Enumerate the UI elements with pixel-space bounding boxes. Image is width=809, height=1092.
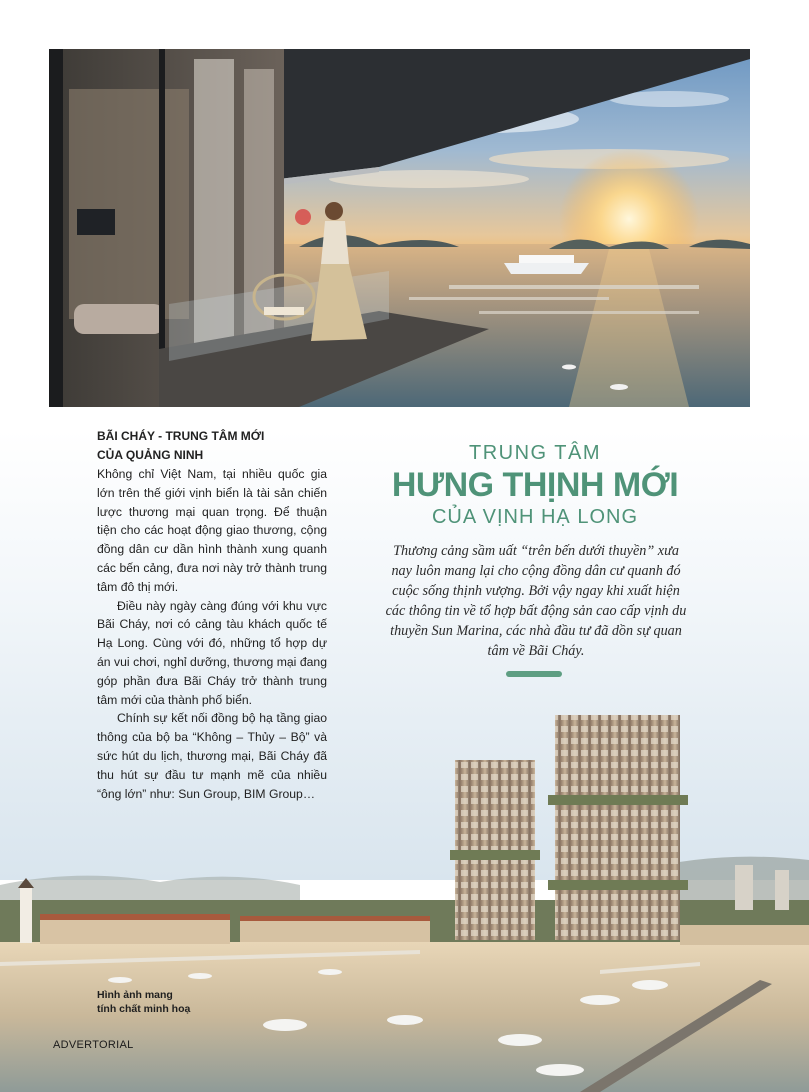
advertorial-label: ADVERTORIAL — [53, 1039, 134, 1051]
feature-pull-quote: Thương cảng sầm uất “trên bến dưới thuyền” xưa nay luôn mang lại cho cộng đồng dân cư quanh đó cuộc sống thịnh vượng. Bởi vậy ngay khi xuất hiện các thông tin về tổ hợp bất động sản cao cấp vịnh du thuyền Sun Marina, các nhà đầu tư đã dồn sự quan tâm về Bãi Cháy. — [385, 543, 687, 659]
article-heading-line2: CỦA QUẢNG NINH — [97, 448, 204, 462]
article-paragraph-2: Điều này ngày càng đúng với khu vực Bãi Cháy, nơi có cảng tàu khách quốc tế Hạ Long. Cùng với đó, những tổ hợp dự án vui chơi, nghỉ dưỡng, thương mại đang góp phần đưa Bãi Cháy trở thành trung tâm mới của thành phố biển. — [97, 598, 327, 707]
caption-line1: Hình ảnh mang — [97, 989, 173, 1001]
feature-title-line1: TRUNG TÂM — [468, 442, 601, 464]
feature-divider — [506, 671, 562, 677]
article-heading — [97, 427, 327, 465]
feature-title-line3: CỦA VỊNH HẠ LONG — [431, 506, 639, 528]
image-caption — [97, 989, 190, 1016]
feature-title — [380, 440, 690, 530]
article-heading-line1: BÃI CHÁY - TRUNG TÂM MỚI — [97, 429, 265, 443]
marina-towers-photo — [0, 700, 809, 1092]
caption-line2: tính chất minh hoạ — [97, 1002, 191, 1015]
article-paragraph-3: Chính sự kết nối đồng bộ hạ tầng giao thông của bộ ba “Không – Thủy – Bộ” và sức hút du lịch, thương mại, Bãi Cháy đã thu hút sự đầu tư mạnh mẽ của nhiều “ông lớn” như: Sun Group, BIM Group… — [97, 711, 327, 801]
article-paragraph-1: Không chỉ Việt Nam, tại nhiều quốc gia lớn trên thế giới vịnh biển là tài sản chiến lược thương mại quan trọng. Để thuận tiện cho các hoạt động giao thương, cộng đồng dân cư dần hình thành xung quanh các bến cảng, đưa nơi này trở thành trung tâm đô thị mới. — [97, 467, 327, 594]
feature-title-line2: HƯNG THỊNH MỚI — [391, 466, 679, 504]
hero-balcony-photo — [49, 49, 750, 407]
